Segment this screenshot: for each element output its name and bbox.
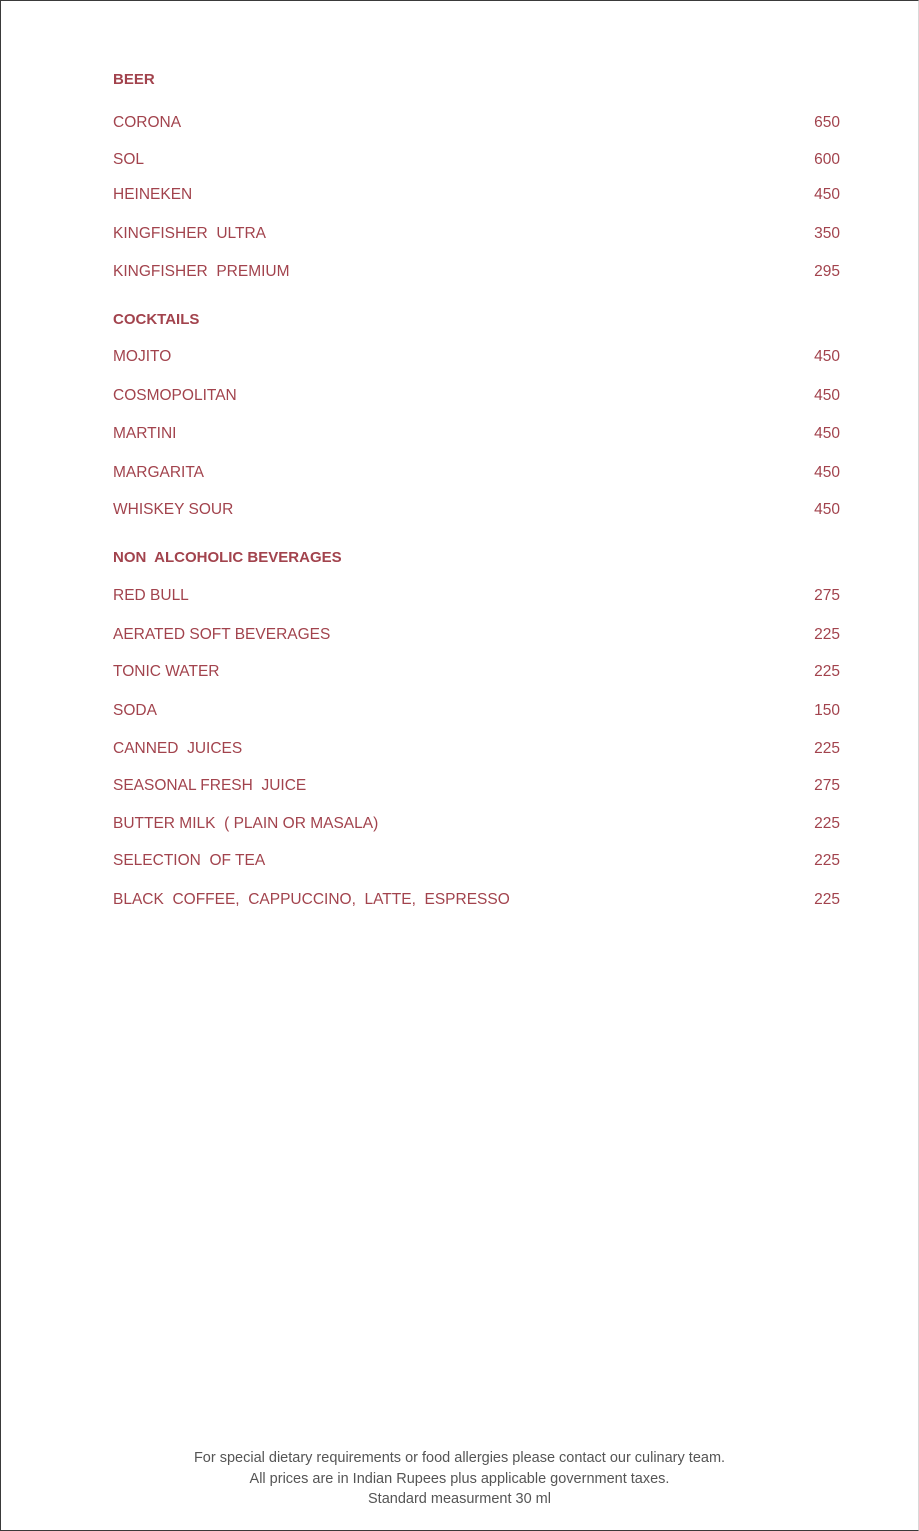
- menu-item-name: HEINEKEN: [113, 186, 193, 203]
- menu-item-name: CORONA: [113, 114, 182, 131]
- menu-item-name: BLACK COFFEE, CAPPUCCINO, LATTE, ESPRESSO: [113, 891, 510, 908]
- menu-item-name: SEASONAL FRESH JUICE: [113, 777, 307, 794]
- menu-item-price: 450: [814, 387, 840, 404]
- menu-item-price: 275: [814, 587, 840, 604]
- menu-item-name: MOJITO: [113, 348, 172, 365]
- menu-item-price: 450: [814, 425, 840, 442]
- menu-item-price: 225: [814, 891, 840, 908]
- menu-item-price: 225: [814, 663, 840, 680]
- menu-item-name: SODA: [113, 702, 157, 719]
- menu-item-price: 225: [814, 815, 840, 832]
- menu-item-price: 450: [814, 186, 840, 203]
- section-heading-non-alcoholic: NON ALCOHOLIC BEVERAGES: [113, 549, 342, 566]
- menu-item-price: 225: [814, 626, 840, 643]
- footer-measurement-note: Standard measurment 30 ml: [368, 1491, 551, 1507]
- menu-item-price: 450: [814, 348, 840, 365]
- menu-item-price: 275: [814, 777, 840, 794]
- menu-item-price: 350: [814, 225, 840, 242]
- menu-item-price: 150: [814, 702, 840, 719]
- menu-item-name: BUTTER MILK ( PLAIN OR MASALA): [113, 815, 379, 832]
- menu-item-name: RED BULL: [113, 587, 189, 604]
- menu-item-name: MARGARITA: [113, 464, 204, 481]
- menu-item-name: KINGFISHER PREMIUM: [113, 263, 290, 280]
- menu-item-name: SELECTION OF TEA: [113, 852, 266, 869]
- menu-item-name: SOL: [113, 151, 145, 168]
- menu-item-price: 450: [814, 464, 840, 481]
- section-heading-cocktails: COCKTAILS: [113, 311, 200, 328]
- menu-item-price: 225: [814, 740, 840, 757]
- menu-item-name: WHISKEY SOUR: [113, 501, 234, 518]
- menu-item-price: 650: [814, 114, 840, 131]
- menu-item-price: 450: [814, 501, 840, 518]
- section-heading-beer: BEER: [113, 71, 155, 88]
- menu-item-name: CANNED JUICES: [113, 740, 243, 757]
- menu-item-price: 295: [814, 263, 840, 280]
- menu-item-name: COSMOPOLITAN: [113, 387, 237, 404]
- footer-price-note: All prices are in Indian Rupees plus applicable government taxes.: [249, 1471, 670, 1487]
- menu-item-name: TONIC WATER: [113, 663, 220, 680]
- menu-item-price: 225: [814, 852, 840, 869]
- footer-dietary-note: For special dietary requirements or food allergies please contact our culinary team.: [193, 1450, 726, 1466]
- menu-item-name: AERATED SOFT BEVERAGES: [113, 626, 331, 643]
- menu-item-name: KINGFISHER ULTRA: [113, 225, 267, 242]
- menu-item-price: 600: [814, 151, 840, 168]
- menu-item-name: MARTINI: [113, 425, 177, 442]
